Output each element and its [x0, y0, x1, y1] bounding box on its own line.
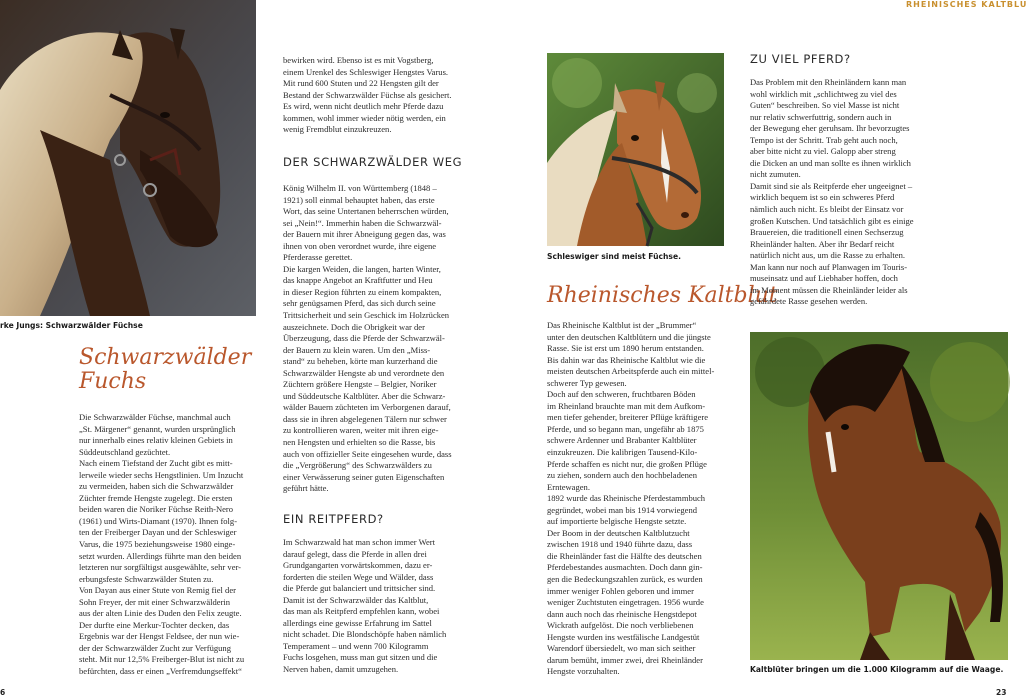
text-line: einer Verwässerung seiner guten Eigenschaften	[283, 471, 445, 482]
photo-rheinisches-kaltblut	[750, 332, 1008, 660]
text-line: Rheinländer halten. Aber ihr Bedarf reicht	[750, 238, 895, 249]
text-line: nur innerhalb eines relativ kleinen Gebiets in	[79, 435, 233, 446]
text-line: einzukreuzen. Die kalibrigen Tausend-Kilo-	[547, 447, 698, 458]
text-line: kommen, wohl immer wieder nötig werden, ein	[283, 112, 446, 123]
text-line: darauf gelegt, dass die Pferde in allen drei	[283, 548, 427, 559]
text-line: sehr genügsamen Pferd, das sich durch seine	[283, 298, 436, 309]
text-line: nämlich auch nicht. Es bleibt der Einsatz vor	[750, 204, 904, 215]
text-line: auf importierte belgische Hengste setzte.	[547, 516, 687, 527]
text-line: lerweile wieder sechs Hengstlinien. Um Inzucht	[79, 469, 244, 480]
text-line: „St. Märgener“ genannt, wurden ursprünglich	[79, 423, 236, 434]
text-line: das man als Reitpferd empfehlen kann, wobei	[283, 606, 440, 617]
column-2-text-bottom	[283, 537, 446, 676]
text-line: Bestand der Schwarzwälder Füchse als gesichert.	[283, 89, 452, 100]
text-line: meisten deutschen Arbeitspferde auch ein mittel-	[547, 366, 715, 377]
text-line: Das Rheinische Kaltblut ist der „Brummer“	[547, 320, 697, 330]
text-line: einem Urenkel des Schleswiger Hengstes Varus.	[283, 66, 449, 77]
heading-schwarzwaelder-weg: DER SCHWARZWÄLDER WEG	[283, 155, 463, 169]
text-line: Rasse. Sie ist erst um 1890 herum entstanden.	[547, 343, 704, 354]
text-line: großen Kutschen. Und tatsächlich gibt es einige	[750, 215, 914, 226]
text-line: der der Schwarzwälder Zucht zur Verfügung	[79, 642, 231, 653]
text-line: Die Schwarzwälder Füchse, manchmal auch	[79, 412, 231, 422]
text-line: im Moment müssen die Rheinländer leider als	[750, 284, 908, 295]
text-line: Sohn Freyer, der mit einer Schwarzwälderin	[79, 596, 231, 607]
text-line: men tiefer gehender, breiterer Pflüge kräftigere	[547, 412, 709, 423]
text-line: der Bewegung eher geruhsam. Ihr bevorzugtes	[750, 123, 910, 134]
text-line: geführt hätte.	[283, 483, 329, 494]
text-line: wenig Fremdblut einzukreuzen.	[283, 124, 392, 135]
text-line: die Pferde gut balanciert und trittsicher sind.	[283, 583, 436, 594]
title-rheinisches-kaltblut: Rheinisches Kaltblut	[547, 283, 778, 308]
page-number-right: 23	[996, 688, 1007, 697]
text-line: der Bauern mit ihrer Abneigung gegen das, was	[283, 229, 446, 240]
text-line: auszeichnete. Doch die Obrigkeit war der	[283, 321, 425, 332]
text-line: immer weniger Fohlen geboren und immer	[547, 585, 694, 596]
caption-bottom-photo: Kaltblüter bringen um die 1.000 Kilogramm auf die Waage.	[750, 665, 1004, 674]
text-line: Brauereien, die traditionell einen Sechserzug	[750, 227, 904, 238]
caption-middle-photo: Schleswiger sind meist Füchse.	[547, 252, 681, 261]
text-line: nen Hengsten und erhielten so die Rasse, bis	[283, 437, 436, 448]
text-line: Grundgangarten vorwärtskommen, dazu er-	[283, 560, 433, 571]
text-line: schwerer Typ gewesen.	[547, 377, 627, 388]
text-line: Hengste wurden ins westfälische Landgestüt	[547, 631, 700, 642]
text-line: zu vermeiden, haben sich die Schwarzwälder	[79, 481, 234, 492]
text-line: nur relativ schwerfuttrig, sondern auch in	[750, 111, 892, 122]
text-line: zu kontrollieren waren, weiter mit ihren eige-	[283, 425, 439, 436]
text-line: Pferde schaffen es nicht nur, die großen Pflüge	[547, 458, 707, 469]
column-2-text-middle	[283, 183, 452, 495]
text-line: ihnen von oben verordnet wurde, ihre eigene	[283, 240, 437, 251]
text-line: Im Schwarzwald hat man schon immer Wert	[283, 537, 436, 547]
text-line: letzteren nur sorgfältigst ausgewählte, sehr ver-	[79, 562, 242, 573]
text-line: aber bitte nicht zu viel. Galopp aber streng	[750, 146, 896, 157]
text-line: unter den deutschen Kaltblütern und die jüngste	[547, 331, 711, 342]
text-line: Züchter fremde Hengste zugelegt. Die ersten	[79, 492, 233, 503]
text-line: schwere Ardenner und Brabanter Kaltblüter	[547, 435, 697, 446]
column-1-text	[79, 412, 244, 678]
page-number-left: 6	[0, 688, 6, 697]
text-line: forderten die steilen Wege und Wälder, dass	[283, 571, 434, 582]
text-line: ten der Freiberger Dayan und der Schleswiger	[79, 527, 237, 538]
column-4-text	[750, 77, 914, 308]
text-line: Mit rund 600 Stuten und 22 Hengsten gilt der	[283, 78, 439, 89]
text-line: stand“ zu beheben, körte man kurzerhand die	[283, 356, 438, 367]
text-line: das knappe Angebot an Kraftfutter und Heu	[283, 275, 433, 286]
text-line: 1921) soll einmal behauptet haben, das erste	[283, 194, 435, 205]
text-line: gegründet, wobei man bis 1914 vorwiegend	[547, 504, 698, 515]
text-line: dass sie in ihren abgelegenen Tälern nur schwer	[283, 413, 447, 424]
text-line: befürchten, dass er einen „Verfremdungseffekt“	[79, 666, 242, 677]
column-2-text-top	[283, 55, 452, 136]
text-line: nicht zumuten.	[750, 169, 801, 180]
text-line: auch von offizieller Seite eingesehen wurde, dass	[283, 448, 452, 459]
photo-schleswiger	[547, 53, 724, 246]
text-line: aus der alten Linie des Duden den Felix zeugte.	[79, 608, 242, 619]
running-head: RHEINISCHES KALTBLU	[906, 0, 1027, 9]
text-line: gen die Bedeckungszahlen zurück, es wurden	[547, 574, 703, 585]
text-line: im Rheinland brauchte man mit dem Aufkom-	[547, 400, 706, 411]
column-3-text	[547, 320, 714, 678]
text-line: Guten“ beschreiben. So viel Masse ist nicht	[750, 100, 900, 111]
text-line: sei „Nein!“. Immerhin haben die Schwarzwäl-	[283, 217, 442, 228]
text-line: in dieser Region führten zu einem kompakten,	[283, 286, 442, 297]
text-line: Erntewagen.	[547, 481, 590, 492]
text-line: Man kann nur noch auf Planwagen im Touris-	[750, 261, 908, 272]
text-line: wohl wirklich mit „schlichtweg zu viel des	[750, 88, 897, 99]
heading-zu-viel-pferd: ZU VIEL PFERD?	[750, 52, 851, 66]
text-line: die Rheinländer fast die Hälfte des deutschen	[547, 550, 702, 561]
text-line: Es wird, wenn nicht deutlich mehr Pferde dazu	[283, 101, 444, 112]
text-line: dann auch noch das rheinische Hengstdepot	[547, 608, 697, 619]
text-line: setzt wurden. Allerdings führte man den beiden	[79, 550, 242, 561]
text-line: museinsatz und auf Liebhaber hoffen, doch	[750, 273, 898, 284]
text-line: erbungsfeste Schwarzwälder Stuten zu.	[79, 573, 214, 584]
text-line: Schwarzwälder Hengste ab und verordnete den	[283, 367, 445, 378]
text-line: zwischen 1918 und 1940 führte dazu, dass	[547, 539, 693, 550]
text-line: nicht schadet. Die Blondschöpfe haben nämlich	[283, 629, 447, 640]
text-line: Die kargen Weiden, die langen, harten Winter,	[283, 263, 441, 274]
heading-reitpferd: EIN REITPFERD?	[283, 512, 384, 526]
text-line: Fuchs losgehen, muss man gut sitzen und die	[283, 652, 438, 663]
text-line: Überzeugung, dass die Pferde der Schwarzwäl-	[283, 333, 445, 344]
text-line: (1961) und Wirts-Diamant (1970). Ihnen folg-	[79, 515, 238, 526]
text-line: Warendorf übersiedelt, wo man sich seither	[547, 643, 696, 654]
text-line: 1892 wurde das Rheinische Pferdestammbuch	[547, 493, 706, 504]
text-line: die „Vergrößerung“ des Schwarzwälders zu	[283, 460, 432, 471]
text-line: darum bemüht, immer zwei, drei Rheinländer	[547, 654, 703, 665]
text-line: natürlich nicht aus, um die Rasse zu erhalten.	[750, 250, 905, 261]
text-line: Der durfte eine Merkur-Tochter decken, das	[79, 619, 230, 630]
text-line: Temperament – und wenn 700 Kilogramm	[283, 640, 429, 651]
text-line: Nach einem Tiefstand der Zucht gibt es mitt-	[79, 458, 233, 469]
text-line: steht. Mit nur 12,5% Freiberger-Blut ist nicht zu	[79, 654, 245, 665]
text-line: Pferderasse gerettet.	[283, 252, 353, 263]
text-line: Ergebnis war der Hengst Feldsee, der nun wie-	[79, 631, 240, 642]
text-line: bewirken wird. Ebenso ist es mit Vogstberg,	[283, 55, 434, 65]
text-line: beiden waren die Noriker Füchse Reith-Nero	[79, 504, 234, 515]
text-line: allerdings eine gewisse Erfahrung im Sattel	[283, 617, 432, 628]
text-line: Tempo ist der Schritt. Trab geht auch noch,	[750, 134, 898, 145]
text-line: Hengste vorzuhalten.	[547, 666, 620, 677]
text-line: zu ziehen, sondern auch den hochbeladenen	[547, 470, 697, 481]
text-line: Der Boom in der deutschen Kaltblutzucht	[547, 527, 690, 538]
text-line: Doch auf den schweren, fruchtbaren Böden	[547, 389, 696, 400]
text-line: Züchtern größere Hengste – Belgier, Noriker	[283, 379, 437, 390]
photo-schwarzwaelder-fuchs	[0, 0, 256, 316]
text-line: König Wilhelm II. von Württemberg (1848 –	[283, 183, 437, 193]
text-line: Nerven haben, damit umzugehen.	[283, 664, 399, 675]
text-line: Trittsicherheit und sein Geschick im Holzrücken	[283, 310, 450, 321]
text-line: Pferde, und so begann man, ungefähr ab 1875	[547, 423, 704, 434]
text-line: wirklich bequem ist so ein schweres Pferd	[750, 192, 895, 203]
text-line: weniger Zuchtstuten eingetragen. 1956 wurde	[547, 597, 704, 608]
title-schwarzwaelder-fuchs: Schwarzwälder Fuchs	[79, 345, 252, 394]
text-line: und Süddeutsche Kaltblüter. Aber die Schwarz-	[283, 390, 446, 401]
text-line: die Dicken an und man sollte es ihnen wirklich	[750, 157, 911, 168]
text-line: Varus, die 1975 beziehungsweise 1980 einge-	[79, 539, 236, 550]
text-line: Wort, das seine Untertanen beherrschen würden,	[283, 206, 449, 217]
text-line: Damit sind sie als Reitpferde eher ungeeignet –	[750, 180, 913, 191]
text-line: wälder Bauern züchteten im Verborgenen darauf,	[283, 402, 451, 413]
text-line: Von Dayan aus einer Stute von Remig fiel der	[79, 585, 236, 596]
text-line: Bis dahin war das Rheinische Kaltblut wie die	[547, 354, 706, 365]
caption-left-photo: rke Jungs: Schwarzwälder Füchse	[0, 321, 143, 330]
text-line: Damit ist der Schwarzwälder das Kaltblut,	[283, 594, 429, 605]
text-line: Pferdebestandes ausmachten. Doch dann gin-	[547, 562, 703, 573]
text-line: der Bauern zu klein waren. Um den „Miss-	[283, 344, 431, 355]
text-line: gefährdete Rasse gesehen werden.	[750, 296, 868, 307]
text-line: Das Problem mit den Rheinländern kann man	[750, 77, 907, 87]
text-line: Wickrath aufgelöst. Die noch verbliebenen	[547, 620, 694, 631]
text-line: Süddeutschland gezüchtet.	[79, 446, 171, 457]
